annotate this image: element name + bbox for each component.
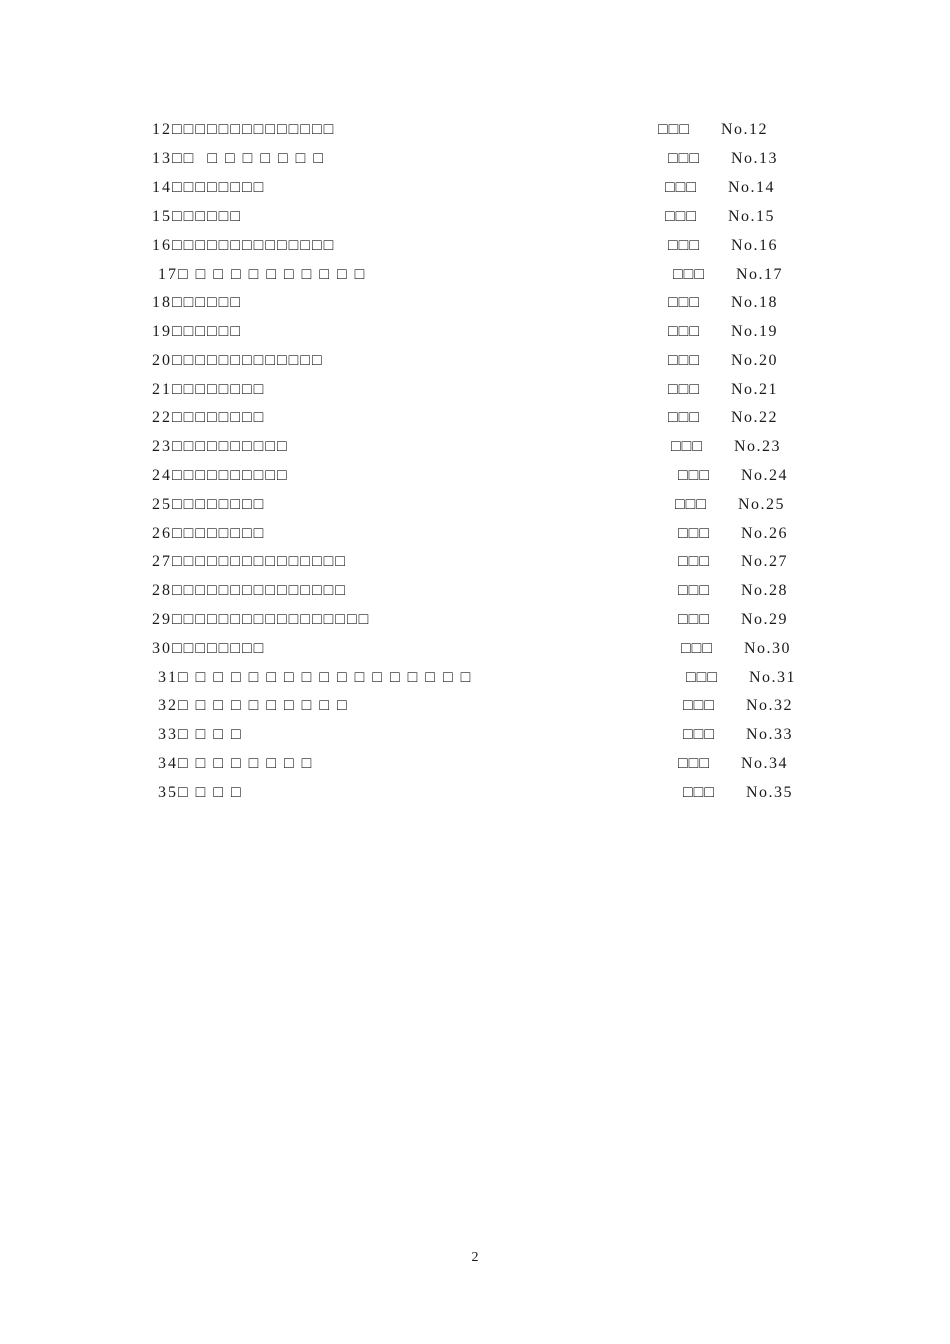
toc-entry-leader: □□□ — [683, 726, 715, 743]
toc-entry[interactable] — [152, 291, 850, 315]
toc-entry-leader: □□□ — [678, 755, 710, 772]
toc-entry-title: 34□ □ □ □ □ □ □ □ — [152, 755, 314, 772]
toc-entry-page-ref: No.16 — [731, 237, 779, 254]
toc-entry-page-ref: No.29 — [741, 611, 789, 628]
toc-entry-page-ref: No.23 — [734, 438, 782, 455]
toc-entry[interactable] — [152, 752, 850, 776]
toc-entry-page-ref: No.34 — [741, 755, 789, 772]
toc-entry-page-ref: No.32 — [746, 697, 794, 714]
toc-entry[interactable] — [152, 579, 850, 603]
toc-entry[interactable] — [152, 666, 850, 690]
toc-entry-leader: □□□ — [683, 784, 715, 801]
toc-entry-title: 17□ □ □ □ □ □ □ □ □ □ □ — [152, 266, 367, 283]
toc-entry-page-ref: No.35 — [746, 784, 794, 801]
toc-entry-leader: □□□ — [668, 323, 700, 340]
toc-entry-page-ref: No.28 — [741, 582, 789, 599]
toc-entry-title: 12□□□□□□□□□□□□□□ — [152, 121, 336, 138]
toc-entry-page-ref: No.21 — [731, 381, 779, 398]
toc-entry-title: 32□ □ □ □ □ □ □ □ □ □ — [152, 697, 349, 714]
toc-entry[interactable] — [152, 320, 850, 344]
toc-entry-title: 24□□□□□□□□□□ — [152, 467, 289, 484]
toc-entry[interactable] — [152, 723, 850, 747]
toc-entry-title: 20□□□□□□□□□□□□□ — [152, 352, 324, 369]
toc-entry[interactable] — [152, 464, 850, 488]
toc-entry-page-ref: No.19 — [731, 323, 779, 340]
toc-entry-title: 14□□□□□□□□ — [152, 179, 266, 196]
toc-entry[interactable] — [152, 435, 850, 459]
toc-entry-page-ref: No.24 — [741, 467, 789, 484]
toc-entry-page-ref: No.30 — [744, 640, 792, 657]
toc-entry[interactable] — [152, 147, 850, 171]
toc-entry-leader: □□□ — [675, 496, 707, 513]
toc-entry[interactable] — [152, 234, 850, 258]
toc-entry-page-ref: No.27 — [741, 553, 789, 570]
toc-entry[interactable] — [152, 263, 850, 287]
toc-entry-leader: □□□ — [683, 697, 715, 714]
page-number: 2 — [471, 1250, 479, 1265]
toc-entry-title: 25□□□□□□□□ — [152, 496, 266, 513]
toc-entry[interactable] — [152, 493, 850, 517]
toc-entry-page-ref: No.26 — [741, 525, 789, 542]
toc-entry-leader: □□□ — [678, 582, 710, 599]
toc-entry-page-ref: No.20 — [731, 352, 779, 369]
toc-entry-title: 16□□□□□□□□□□□□□□ — [152, 237, 336, 254]
toc-entry-leader: □□□ — [665, 179, 697, 196]
toc-entry-page-ref: No.33 — [746, 726, 794, 743]
toc-entry-title: 30□□□□□□□□ — [152, 640, 266, 657]
toc-entry-page-ref: No.31 — [749, 669, 797, 686]
toc-entry-leader: □□□ — [668, 381, 700, 398]
toc-entry[interactable] — [152, 781, 850, 805]
toc-entry-title: 13□□ □ □ □ □ □ □ □ — [152, 150, 325, 167]
toc-entry[interactable] — [152, 637, 850, 661]
toc-entry-leader: □□□ — [678, 611, 710, 628]
toc-entry-leader: □□□ — [668, 409, 700, 426]
toc-entry-page-ref: No.13 — [731, 150, 779, 167]
toc-entry-title: 18□□□□□□ — [152, 294, 242, 311]
toc-entry[interactable] — [152, 694, 850, 718]
toc-entry-page-ref: No.22 — [731, 409, 779, 426]
toc-entry-leader: □□□ — [658, 121, 690, 138]
toc-entry[interactable] — [152, 378, 850, 402]
toc-entry-page-ref: No.25 — [738, 496, 786, 513]
toc-entry-title: 19□□□□□□ — [152, 323, 242, 340]
toc-entry-title: 21□□□□□□□□ — [152, 381, 266, 398]
toc-entry[interactable] — [152, 406, 850, 430]
toc-entry[interactable] — [152, 608, 850, 632]
toc-entry-title: 29□□□□□□□□□□□□□□□□□ — [152, 611, 371, 628]
toc-entry[interactable] — [152, 522, 850, 546]
toc-entry-page-ref: No.17 — [736, 266, 784, 283]
toc-entry-leader: □□□ — [678, 467, 710, 484]
toc-entry-page-ref: No.14 — [728, 179, 776, 196]
toc-entry-leader: □□□ — [686, 669, 718, 686]
toc-entry[interactable] — [152, 176, 850, 200]
toc-entry-title: 35□ □ □ □ — [152, 784, 243, 801]
toc-entry-leader: □□□ — [671, 438, 703, 455]
toc-entry-title: 22□□□□□□□□ — [152, 409, 266, 426]
toc-entry[interactable] — [152, 118, 850, 142]
toc-entry-leader: □□□ — [668, 294, 700, 311]
toc-entry-title: 15□□□□□□ — [152, 208, 242, 225]
toc-entry-title: 26□□□□□□□□ — [152, 525, 266, 542]
toc-entry-leader: □□□ — [678, 525, 710, 542]
toc-entry-leader: □□□ — [668, 150, 700, 167]
toc-entry-leader: □□□ — [678, 553, 710, 570]
toc-entry-page-ref: No.12 — [721, 121, 769, 138]
toc-entry-leader: □□□ — [673, 266, 705, 283]
toc-entry[interactable] — [152, 349, 850, 373]
toc-entry-leader: □□□ — [668, 237, 700, 254]
toc-entry-title: 31□ □ □ □ □ □ □ □ □ □ □ □ □ □ □ □ □ — [152, 669, 473, 686]
toc-entry-title: 23□□□□□□□□□□ — [152, 438, 289, 455]
toc-entry-title: 33□ □ □ □ — [152, 726, 243, 743]
toc-entry-title: 27□□□□□□□□□□□□□□□ — [152, 553, 347, 570]
toc-entry-page-ref: No.18 — [731, 294, 779, 311]
toc-entry-page-ref: No.15 — [728, 208, 776, 225]
toc-entry-leader: □□□ — [681, 640, 713, 657]
toc-entry-leader: □□□ — [668, 352, 700, 369]
toc-entry[interactable] — [152, 550, 850, 574]
toc-entry-title: 28□□□□□□□□□□□□□□□ — [152, 582, 347, 599]
toc-entry[interactable] — [152, 205, 850, 229]
toc-entry-leader: □□□ — [665, 208, 697, 225]
